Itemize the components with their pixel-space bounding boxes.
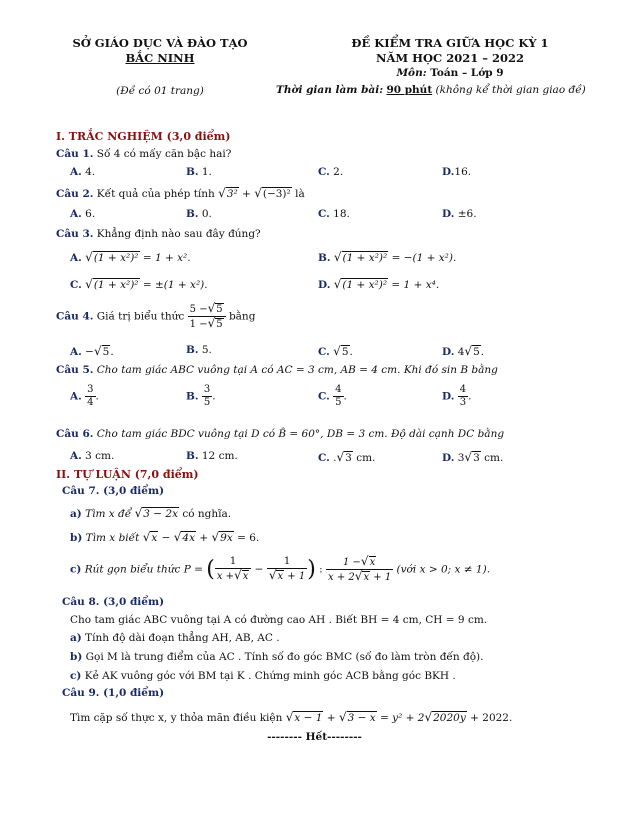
option-text: 2.	[333, 166, 344, 178]
fraction	[188, 302, 226, 331]
q2-option-b	[186, 208, 212, 220]
sqrt-symbol: √	[333, 277, 342, 291]
option-label: C.	[318, 166, 330, 178]
option-label: C.	[70, 279, 82, 291]
question-2	[56, 186, 305, 200]
question-6	[56, 428, 504, 440]
q5-option-a: A. $\frac{3}{4}$ .	[70, 384, 99, 408]
radicand: (1 + x²)²	[93, 279, 139, 291]
question-1	[56, 148, 231, 160]
radicand: x	[369, 557, 376, 568]
q7-part-b: b) Tìm x biết √x − √4x + √9x = 6.	[70, 530, 260, 544]
option-prefix: −	[85, 346, 94, 358]
option-suffix: .	[349, 346, 353, 358]
fraction-denominator	[215, 569, 252, 583]
question-text: Kết quả của phép tính	[96, 188, 215, 200]
part-label: c)	[70, 670, 82, 682]
school-year: NĂM HỌC 2021 – 2022	[376, 51, 524, 65]
part-text-end: = 6.	[237, 532, 260, 544]
option-label: D.	[442, 208, 455, 220]
fraction-numerator	[326, 555, 393, 570]
option-text: 6.	[85, 208, 96, 220]
part-text: Tìm x để	[85, 508, 132, 520]
sqrt-symbol: √	[338, 710, 347, 724]
option-prefix: .	[333, 452, 337, 464]
option-label: B.	[186, 344, 199, 356]
subject-label: Môn:	[396, 67, 427, 79]
sqrt-symbol: √	[336, 450, 345, 464]
question-label: Câu 1.	[56, 148, 94, 160]
sqrt-symbol: √	[93, 344, 102, 358]
den-part: + 1	[287, 571, 306, 582]
radicand: 4x	[182, 532, 196, 544]
sqrt-symbol: √	[234, 568, 242, 582]
part-text: Gọi M là trung điểm của AC . Tính số đo góc BMC (số đo làm tròn đến độ).	[85, 651, 484, 663]
question-label: Câu 2.	[56, 188, 94, 200]
option-label: D.	[442, 166, 455, 178]
q3-option-a	[70, 250, 191, 264]
subject-line	[300, 67, 600, 79]
fraction	[458, 384, 468, 409]
section-2-title: II. TỰ LUẬN (7,0 điểm)	[56, 468, 199, 481]
part-text: Tìm cặp số thực x, y thỏa mãn điều kiện	[70, 712, 283, 724]
q2-option-d	[442, 208, 477, 220]
option-suffix: cm.	[352, 452, 376, 464]
den-part: 1 −	[189, 319, 208, 330]
q8-part-a	[70, 632, 280, 644]
radicand: 3	[345, 452, 352, 464]
option-suffix: .	[110, 346, 114, 358]
option-label: A.	[70, 252, 82, 264]
sqrt-symbol: √	[134, 506, 143, 520]
den-part: + 1	[373, 572, 392, 583]
q8-part-c	[70, 670, 456, 682]
sqrt-symbol: √	[464, 344, 473, 358]
fraction-denominator	[188, 317, 226, 331]
option-label: A.	[70, 166, 82, 178]
part-text: Kẻ AK vuông góc với BM tại K . Chứng minh góc ACB bằng góc BKH .	[84, 670, 456, 682]
q6-option-d	[442, 450, 503, 464]
q2-option-a	[70, 208, 95, 220]
option-text: 12 cm.	[201, 450, 238, 462]
time-note: (không kể thời gian giao đề)	[435, 84, 586, 96]
part-label: c)	[70, 563, 82, 576]
radicand: x	[151, 532, 158, 544]
plus-sign: +	[242, 188, 251, 200]
sqrt-symbol: √	[254, 186, 262, 200]
option-label: C.	[318, 346, 330, 358]
radicand: (1 + x²)²	[342, 279, 388, 291]
fraction	[85, 384, 95, 409]
fraction-denominator: 5	[335, 397, 342, 408]
end-marker: -------- Hết--------	[267, 731, 362, 743]
option-label: C.	[318, 390, 330, 403]
q6-option-b	[186, 450, 238, 462]
option-suffix: .	[480, 346, 485, 358]
part-text-end: có nghĩa.	[182, 508, 232, 520]
fraction-denominator: 4	[87, 397, 94, 408]
sqrt-symbol: √	[285, 710, 294, 724]
sqrt-symbol: √	[211, 530, 220, 544]
time-line	[276, 84, 586, 96]
q4-option-d	[442, 344, 484, 358]
part-label: a)	[70, 508, 82, 520]
option-text: 1.	[201, 166, 212, 178]
fraction-numerator: 1	[267, 556, 307, 569]
option-label: D.	[442, 452, 455, 464]
subject-value: Toán – Lớp 9	[430, 67, 504, 79]
fraction	[333, 384, 343, 409]
part-text: Tìm x biết	[85, 532, 140, 544]
fraction-numerator: 3	[87, 384, 94, 395]
radicand: 2020y	[433, 712, 466, 724]
q3-option-b	[318, 250, 456, 264]
sqrt-symbol: √	[464, 450, 473, 464]
option-label: B.	[186, 208, 199, 220]
part-label: b)	[70, 532, 83, 544]
question-9-label: Câu 9. (1,0 điểm)	[62, 687, 165, 699]
fraction-denominator	[267, 569, 307, 583]
radicand: (1 + x²)²	[93, 252, 139, 264]
fraction-numerator	[188, 302, 226, 317]
time-label: Thời gian làm bài:	[276, 84, 384, 96]
sqrt-symbol: √	[424, 710, 433, 724]
option-label: A.	[70, 346, 82, 358]
fraction-numerator: 4	[459, 384, 467, 395]
fraction	[215, 556, 252, 583]
sqrt-symbol: √	[333, 250, 342, 264]
q1-option-c	[318, 166, 343, 178]
radicand: 5	[216, 319, 223, 330]
num-part: 1 −	[343, 557, 361, 568]
question-label: Câu 5.	[56, 364, 94, 376]
sqrt-symbol: √	[85, 250, 93, 264]
sqrt-symbol: √	[354, 569, 363, 583]
q1-option-a	[70, 166, 95, 178]
question-text: Cho tam giác ABC vuông tại A có AC = 3 cm, AB = 4 cm. Khi đó sin B bằng	[96, 364, 498, 376]
fraction	[267, 556, 307, 583]
q6-option-a	[70, 450, 114, 462]
option-label: D.	[442, 390, 455, 403]
radicand: 3 − x	[347, 712, 376, 724]
question-5	[56, 364, 498, 376]
q7-part-c: c) Rút gọn biểu thức P = ( $\frac{1}{x +√x}$ − $\frac{1}{√x + 1}$ ) : $\frac{1 -√x}{x + 2√x + 1}$ (với x > 0; x ≠ 1).	[70, 554, 491, 583]
question-7-label: Câu 7. (3,0 điểm)	[62, 485, 165, 497]
question-text-end: bằng	[228, 310, 256, 323]
option-label: C.	[318, 452, 330, 464]
sqrt-symbol: √	[142, 530, 151, 544]
sqrt-symbol: √	[360, 554, 369, 568]
option-label: A.	[70, 450, 82, 462]
fraction-denominator: 5	[203, 397, 211, 408]
option-prefix: 3	[457, 452, 465, 464]
section-1-title: I. TRẮC NGHIỆM (3,0 điểm)	[56, 130, 231, 143]
dept-name: SỞ GIÁO DỤC VÀ ĐÀO TẠO	[72, 36, 248, 50]
question-text: Số 4 có mấy căn bậc hai?	[96, 148, 232, 160]
radicand: x	[363, 572, 370, 583]
option-label: B.	[186, 450, 199, 462]
radicand: (1 + x²)²	[342, 252, 388, 264]
q3-option-d	[318, 277, 439, 291]
q4-option-a	[70, 344, 114, 358]
radicand: x	[277, 571, 284, 582]
radicand: 3 − 2x	[143, 508, 178, 520]
province-name	[60, 51, 260, 65]
option-label: D.	[318, 279, 331, 291]
option-prefix: 4	[457, 346, 465, 358]
fraction-denominator	[326, 570, 393, 584]
option-label: B.	[186, 166, 199, 178]
q3-option-c	[70, 277, 208, 291]
option-text: 4.	[85, 166, 96, 178]
q6-option-c	[318, 450, 375, 464]
option-text: ±6.	[457, 208, 477, 220]
q5-option-c: C. $\frac{4}{5}$ .	[318, 384, 347, 408]
num-part: 5 −	[189, 304, 208, 315]
option-label: A.	[70, 208, 82, 220]
question-8-label: Câu 8. (3,0 điểm)	[62, 596, 165, 608]
question-text: Khẳng định nào sau đây đúng?	[96, 228, 261, 240]
question-3	[56, 228, 261, 240]
q1-option-b	[186, 166, 212, 178]
option-text: 16.	[454, 166, 472, 178]
sqrt-symbol: √	[207, 316, 216, 330]
part-text-end: + 2022.	[470, 712, 513, 724]
q9-text: Tìm cặp số thực x, y thỏa mãn điều kiện √x − 1 + √3 − x = y² + 2√2020y + 2022.	[70, 710, 513, 724]
question-text-end: là	[295, 188, 305, 200]
sqrt-symbol: √	[268, 568, 277, 582]
part-label: a)	[70, 632, 82, 644]
sqrt-symbol: √	[333, 344, 341, 358]
q4-option-b	[186, 344, 212, 356]
option-text: 5.	[201, 344, 212, 356]
part-text: = y² + 2	[380, 712, 425, 724]
pages-note: (Đề có 01 trang)	[116, 85, 204, 97]
option-label: A.	[70, 390, 82, 403]
question-label: Câu 4.	[56, 310, 94, 323]
part-text: Tính độ dài đoạn thẳng AH, AB, AC .	[85, 632, 280, 644]
radicand: 3²	[226, 188, 238, 200]
option-text: 0.	[201, 208, 212, 220]
question-label: Câu 3.	[56, 228, 94, 240]
option-text: 18.	[333, 208, 350, 220]
den-part: x + 2	[328, 572, 355, 583]
radicand: 5	[341, 346, 349, 358]
left-paren: (	[206, 557, 215, 582]
radicand: x	[242, 571, 249, 582]
option-text: 3 cm.	[85, 450, 115, 462]
condition-text: (với x > 0; x ≠ 1).	[396, 563, 491, 576]
right-paren: )	[307, 557, 316, 582]
option-label: B.	[318, 252, 331, 264]
radicand: 5	[473, 346, 480, 358]
fraction-numerator: 3	[203, 384, 211, 395]
option-label: D.	[442, 346, 455, 358]
option-label: C.	[318, 208, 330, 220]
option-label: B.	[186, 390, 199, 403]
question-label: Câu 6.	[56, 428, 94, 440]
den-part: x +	[216, 571, 235, 582]
radicand: 3	[473, 452, 480, 464]
option-text: = 1 + x².	[142, 252, 191, 264]
sqrt-symbol: √	[173, 530, 182, 544]
part-text: Rút gọn biểu thức P =	[84, 563, 203, 576]
option-suffix: cm.	[480, 452, 504, 464]
fraction	[202, 384, 212, 409]
radicand: 5	[216, 304, 223, 315]
q4-option-c	[318, 344, 353, 358]
q5-option-d: D. $\frac{4}{3}$ .	[442, 384, 472, 408]
sqrt-symbol: √	[218, 186, 226, 200]
province-text: BẮC NINH	[125, 51, 195, 65]
question-text: Cho tam giác BDC vuông tại D có B̂ = 60°, DB = 3 cm. Độ dài cạnh DC bằng	[96, 428, 505, 440]
q2-option-c	[318, 208, 350, 220]
part-label: b)	[70, 651, 83, 663]
radicand: 9x	[220, 532, 233, 544]
q5-option-b: B. $\frac{3}{5}$ .	[186, 384, 216, 408]
radicand: x − 1	[294, 712, 323, 724]
q8-part-b	[70, 651, 483, 663]
question-4	[56, 302, 255, 331]
option-text: = ±(1 + x²).	[142, 279, 208, 291]
time-value: 90 phút	[386, 84, 433, 96]
q1-option-d	[442, 166, 471, 178]
fraction-numerator: 4	[335, 384, 342, 395]
fraction-denominator: 3	[459, 397, 467, 408]
fraction	[326, 555, 393, 584]
q7-part-a	[70, 506, 231, 520]
radicand: (−3)²	[262, 188, 291, 200]
question-text: Giá trị biểu thức	[96, 310, 185, 323]
sqrt-symbol: √	[207, 301, 216, 315]
option-text: = 1 + x⁴.	[391, 279, 440, 291]
sqrt-symbol: √	[85, 277, 93, 291]
option-text: = −(1 + x²).	[391, 252, 457, 264]
fraction-numerator: 1	[215, 556, 252, 569]
q8-intro: Cho tam giác ABC vuông tại A có đường cao AH . Biết BH = 4 cm, CH = 9 cm.	[70, 614, 488, 626]
exam-title: ĐỀ KIỂM TRA GIỮA HỌC KỲ 1	[351, 36, 549, 50]
radicand: 5	[102, 346, 110, 358]
